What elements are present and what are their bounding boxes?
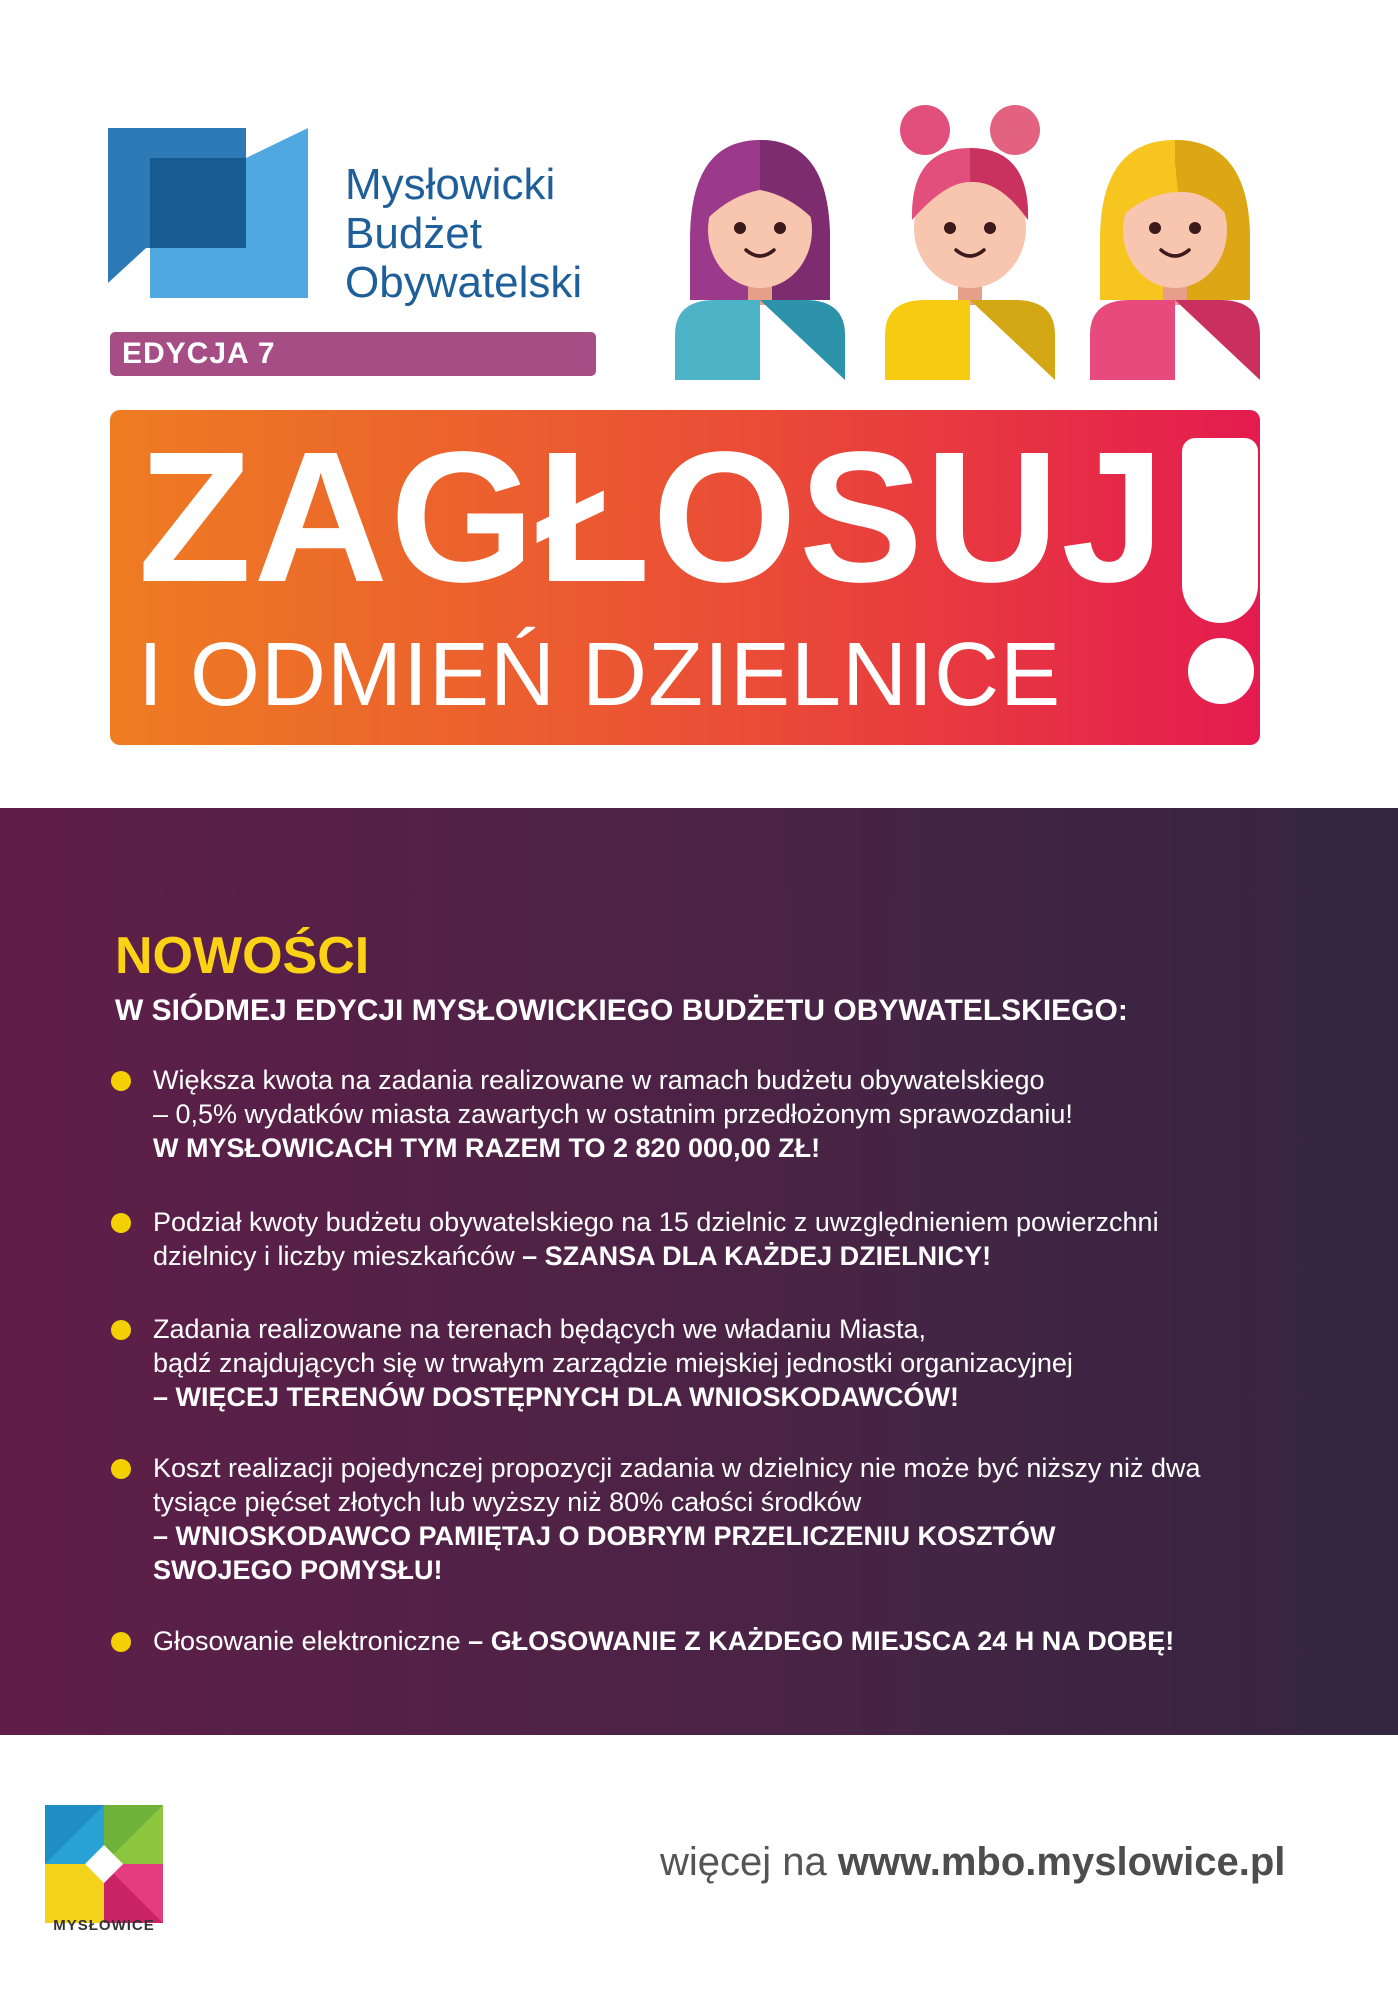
bullet-highlight: – SZANSA DLA KAŻDEJ DZIELNICY! [514, 1241, 992, 1271]
bullet-highlight: – WIĘCEJ TERENÓW DOSTĘPNYCH DLA WNIOSKODAWCÓW! [153, 1382, 960, 1412]
footer-url [660, 1840, 1285, 1885]
logo-line-1: Mysłowicki [345, 160, 556, 209]
bullet-icon [111, 1632, 131, 1652]
bullet-icon [111, 1213, 131, 1233]
bullet-icon [111, 1459, 131, 1479]
info-panel [0, 808, 1398, 1735]
headline-banner [110, 410, 1260, 745]
bullet-icon [111, 1071, 131, 1091]
edition-badge [110, 332, 596, 376]
headline-sub: I ODMIEŃ DZIELNICE [138, 625, 1062, 725]
logo-line-2: Budżet [345, 209, 482, 258]
bullet-highlight: SWOJEGO POMYSŁU! [153, 1555, 443, 1585]
bullet-text: Głosowanie elektroniczne [153, 1626, 461, 1656]
characters-illustration [660, 100, 1280, 380]
headline-main: ZAGŁOSUJ [138, 414, 1167, 621]
bullet-text: Zadania realizowane na terenach będących we władaniu Miasta, [153, 1314, 926, 1344]
girl-blonde-icon [1090, 140, 1260, 380]
bullet-highlight: – GŁOSOWANIE Z KAŻDEGO MIEJSCA 24 H NA DOBĘ! [460, 1626, 1175, 1656]
exclamation-dot [1188, 638, 1254, 704]
city-name: MYSŁOWICE [53, 1917, 155, 1934]
bullet-text: bądź znajdujących się w trwałym zarządzie miejskiej jednostki organizacyjnej [153, 1348, 1073, 1378]
mbo-logo-icon [108, 128, 308, 298]
logo-line-3: Obywatelski [345, 258, 583, 307]
bullet-text: Większa kwota na zadania realizowane w ramach budżetu obywatelskiego [153, 1065, 1045, 1095]
logo-text [345, 160, 582, 307]
info-subtitle: W SIÓDMEJ EDYCJI MYSŁOWICKIEGO BUDŻETU OBYWATELSKIEGO: [115, 994, 1128, 1027]
bullet-icon [111, 1320, 131, 1340]
info-title: NOWOŚCI [115, 927, 370, 985]
bullet-highlight: – WNIOSKODAWCO PAMIĘTAJ O DOBRYM PRZELICZENIU KOSZTÓW [153, 1521, 1056, 1551]
edition-label: EDYCJA 7 [122, 337, 276, 370]
bullet-text: tysiące pięćset złotych lub wyższy niż 80% całości środków [153, 1487, 862, 1517]
bullet-text: Koszt realizacji pojedynczej propozycji zadania w dzielnicy nie może być niższy niż dwa [153, 1453, 1201, 1483]
bullet-text: dzielnicy i liczby mieszkańców [153, 1241, 515, 1271]
girl-pink-buns-icon [885, 105, 1055, 380]
website-link[interactable]: www.mbo.myslowice.pl [837, 1840, 1286, 1884]
footer-url-prefix: więcej na [660, 1840, 838, 1884]
girl-purple-hair-icon [675, 140, 845, 380]
exclamation-bar [1182, 438, 1258, 623]
city-logo-icon [45, 1805, 163, 1923]
bullet-text: – 0,5% wydatków miasta zawartych w ostatnim przedłożonym sprawozdaniu! [153, 1099, 1073, 1129]
bullet-highlight: W MYSŁOWICACH TYM RAZEM TO 2 820 000,00 ZŁ! [153, 1133, 821, 1163]
bullet-text: Podział kwoty budżetu obywatelskiego na 15 dzielnic z uwzględnieniem powierzchni [153, 1207, 1159, 1237]
